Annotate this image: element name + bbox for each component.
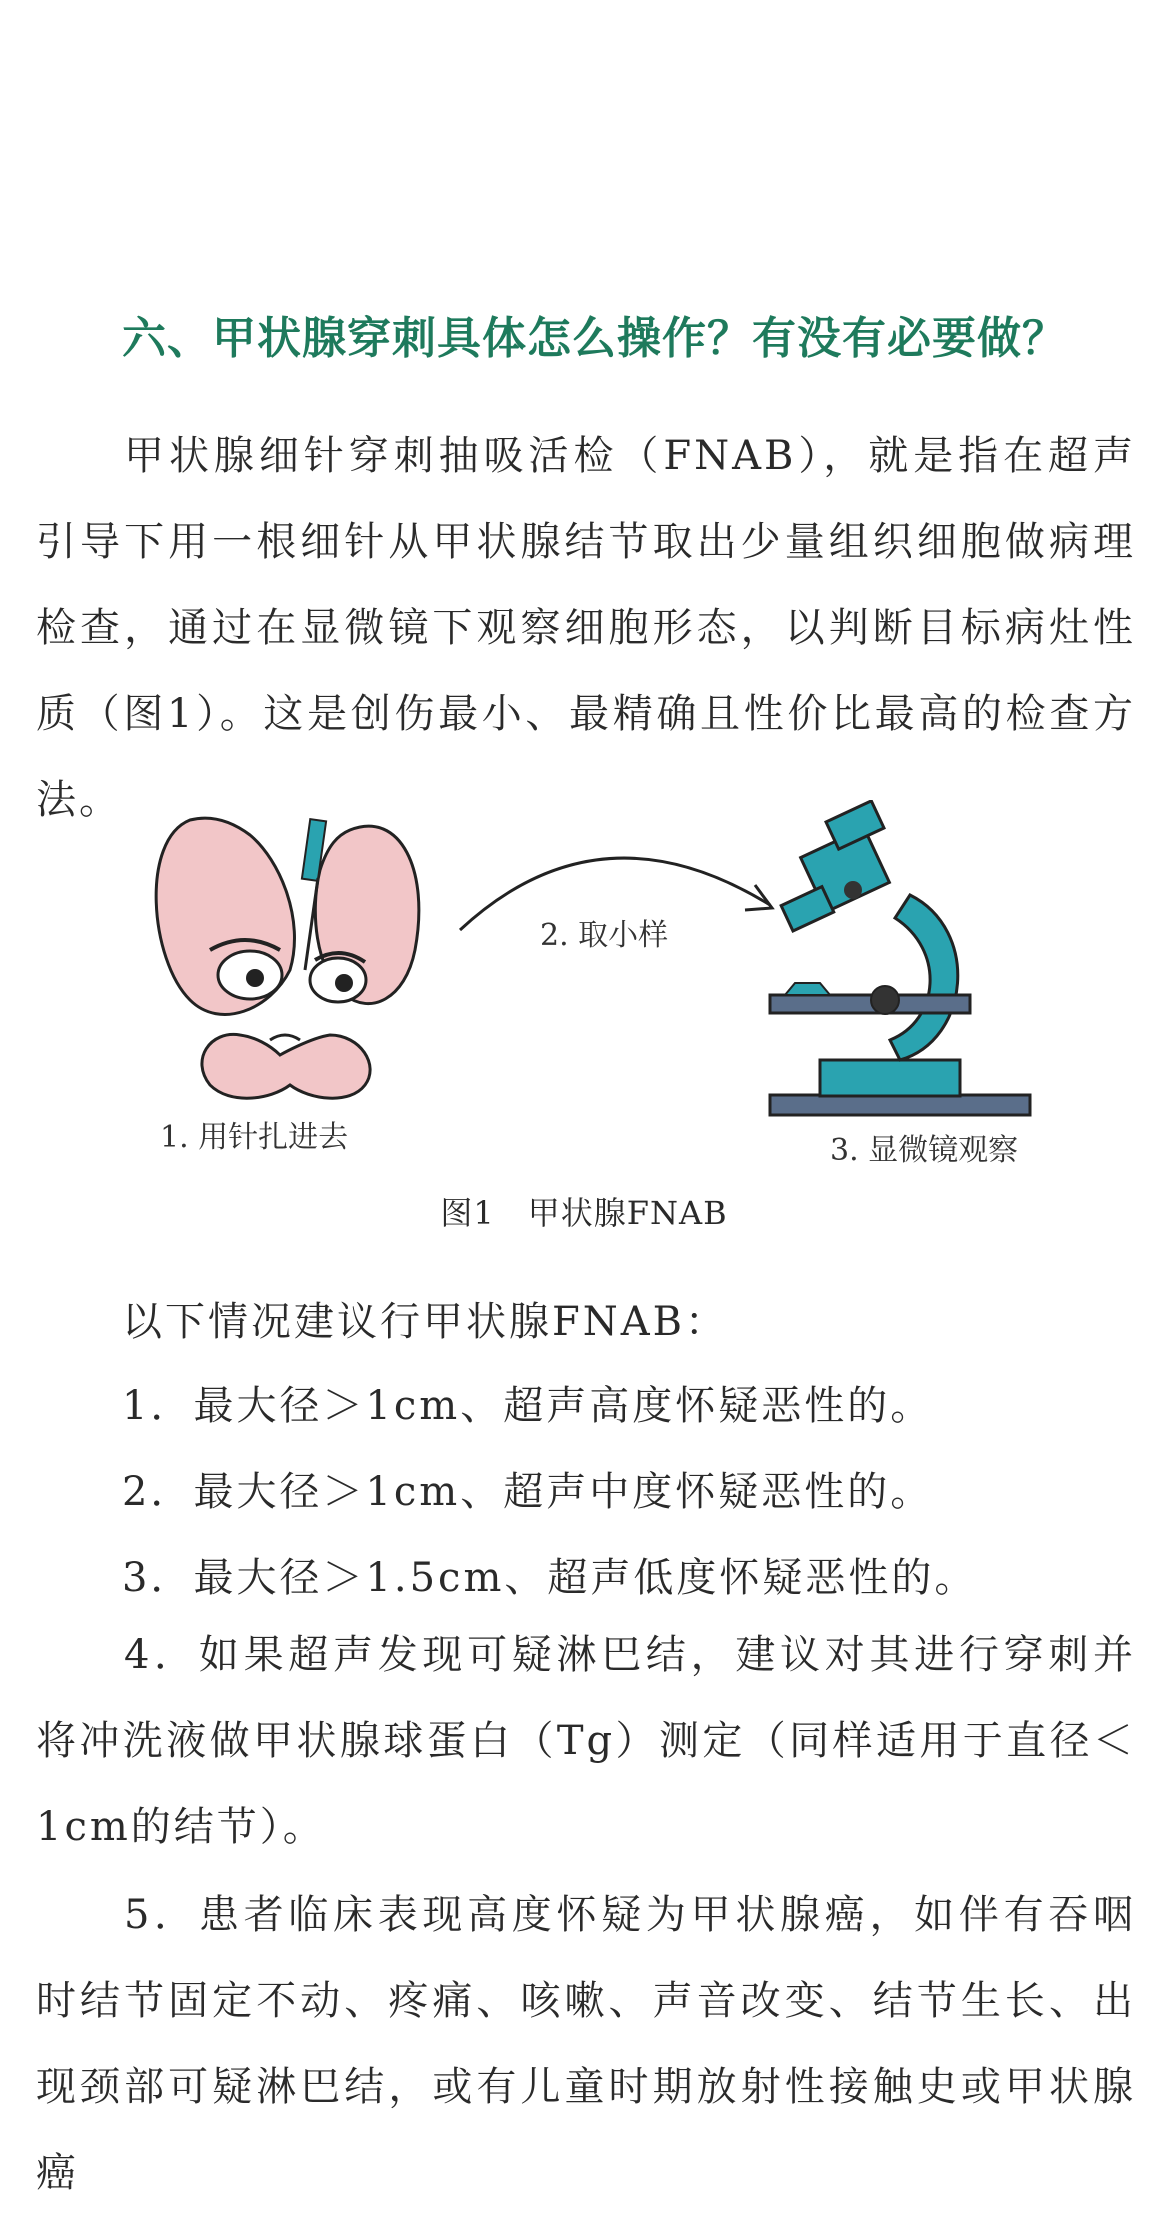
list-item-5: 5．患者临床表现高度怀疑为甲状腺癌，如伴有吞咽时结节固定不动、疼痛、咳嗽、声音改变、结节生长、出现颈部可疑淋巴结，或有儿童时期放射性接触史或甲状腺癌 (36, 1892, 1136, 2196)
step2-label: 2. 取小样 (540, 918, 669, 953)
figure-caption: 图1 甲状腺FNAB (440, 1194, 728, 1232)
list-item-2: 2．最大径＞1cm、超声中度怀疑恶性的。 (122, 1469, 934, 1515)
thyroid-isthmus (202, 1034, 370, 1098)
list-intro: 以下情况建议行甲状腺FNAB： (122, 1299, 729, 1345)
list-item-4: 4．如果超声发现可疑淋巴结，建议对其进行穿刺并将冲洗液做甲状腺球蛋白（Tg）测定（同样适用于直径＜1cm的结节）。 (36, 1632, 1136, 1850)
list-item-3: 3．最大径＞1.5cm、超声低度怀疑恶性的。 (122, 1555, 978, 1601)
intro-paragraph: 甲状腺细针穿刺抽吸活检（FNAB），就是指在超声引导下用一根细针从甲状腺结节取出少量组织细胞做病理检查，通过在显微镜下观察细胞形态，以判断目标病灶性质（图1）。这是创伤最小、最精确且性价比最高的检查方法。 (36, 433, 1136, 823)
figure-fnab (130, 800, 1050, 1180)
step3-label: 3. 显微镜观察 (830, 1133, 1019, 1168)
section-heading: 六、甲状腺穿刺具体怎么操作？有没有必要做？ (122, 313, 1067, 364)
list-item-1: 1．最大径＞1cm、超声高度怀疑恶性的。 (122, 1383, 934, 1429)
step1-label: 1. 用针扎进去 (160, 1120, 349, 1155)
microscope-icon (770, 801, 1030, 1115)
